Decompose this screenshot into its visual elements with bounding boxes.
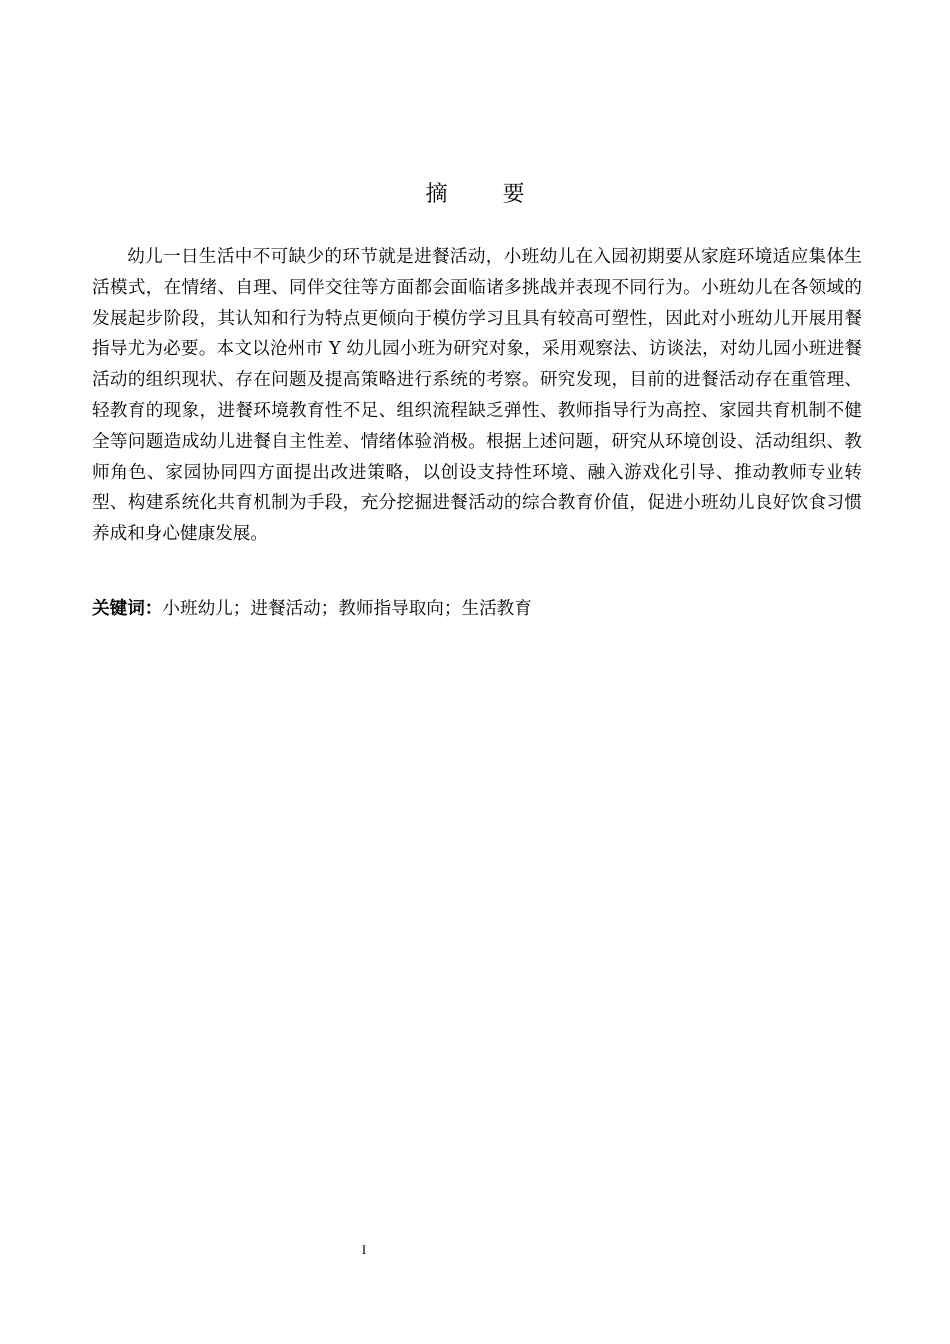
keywords-label: 关键词： — [92, 599, 163, 619]
keywords-value: 小班幼儿；进餐活动；教师指导取向；生活教育 — [162, 599, 532, 619]
page-title: 摘 要 — [425, 182, 549, 207]
keywords-line — [92, 594, 862, 624]
page-number: I — [361, 1242, 367, 1257]
abstract-paragraph: 幼儿一日生活中不可缺少的环节就是进餐活动，小班幼儿在入园初期要从家庭环境适应集体生活模式，在情绪、自理、同伴交往等方面都会面临诸多挑战并表现不同行为。小班幼儿在各领域的发展起步阶段，其认知和行为特点更倾向于模仿学习且具有较高可塑性，因此对小班幼儿开展用餐指导尤为必要。本文以沧州市 Y 幼儿园小班为研究对象，采用观察法、访谈法，对幼儿园小班进餐活动的组织现状、存在问题及提高策略进行系统的考察。研究发现，目前的进餐活动存在重管理、轻教育的现象，进餐环境教育性不足、组织流程缺乏弹性、教师指导行为高控、家园共育机制不健全等问题造成幼儿进餐自主性差、情绪体验消极。根据上述问题，研究从环境创设、活动组织、教师角色、家园协同四方面提出改进策略，以创设支持性环境、融入游戏化引导、推动教师专业转型、构建系统化共育机制为手段，充分挖掘进餐活动的综合教育价值，促进小班幼儿良好饮食习惯养成和身心健康发展。 — [92, 247, 862, 545]
